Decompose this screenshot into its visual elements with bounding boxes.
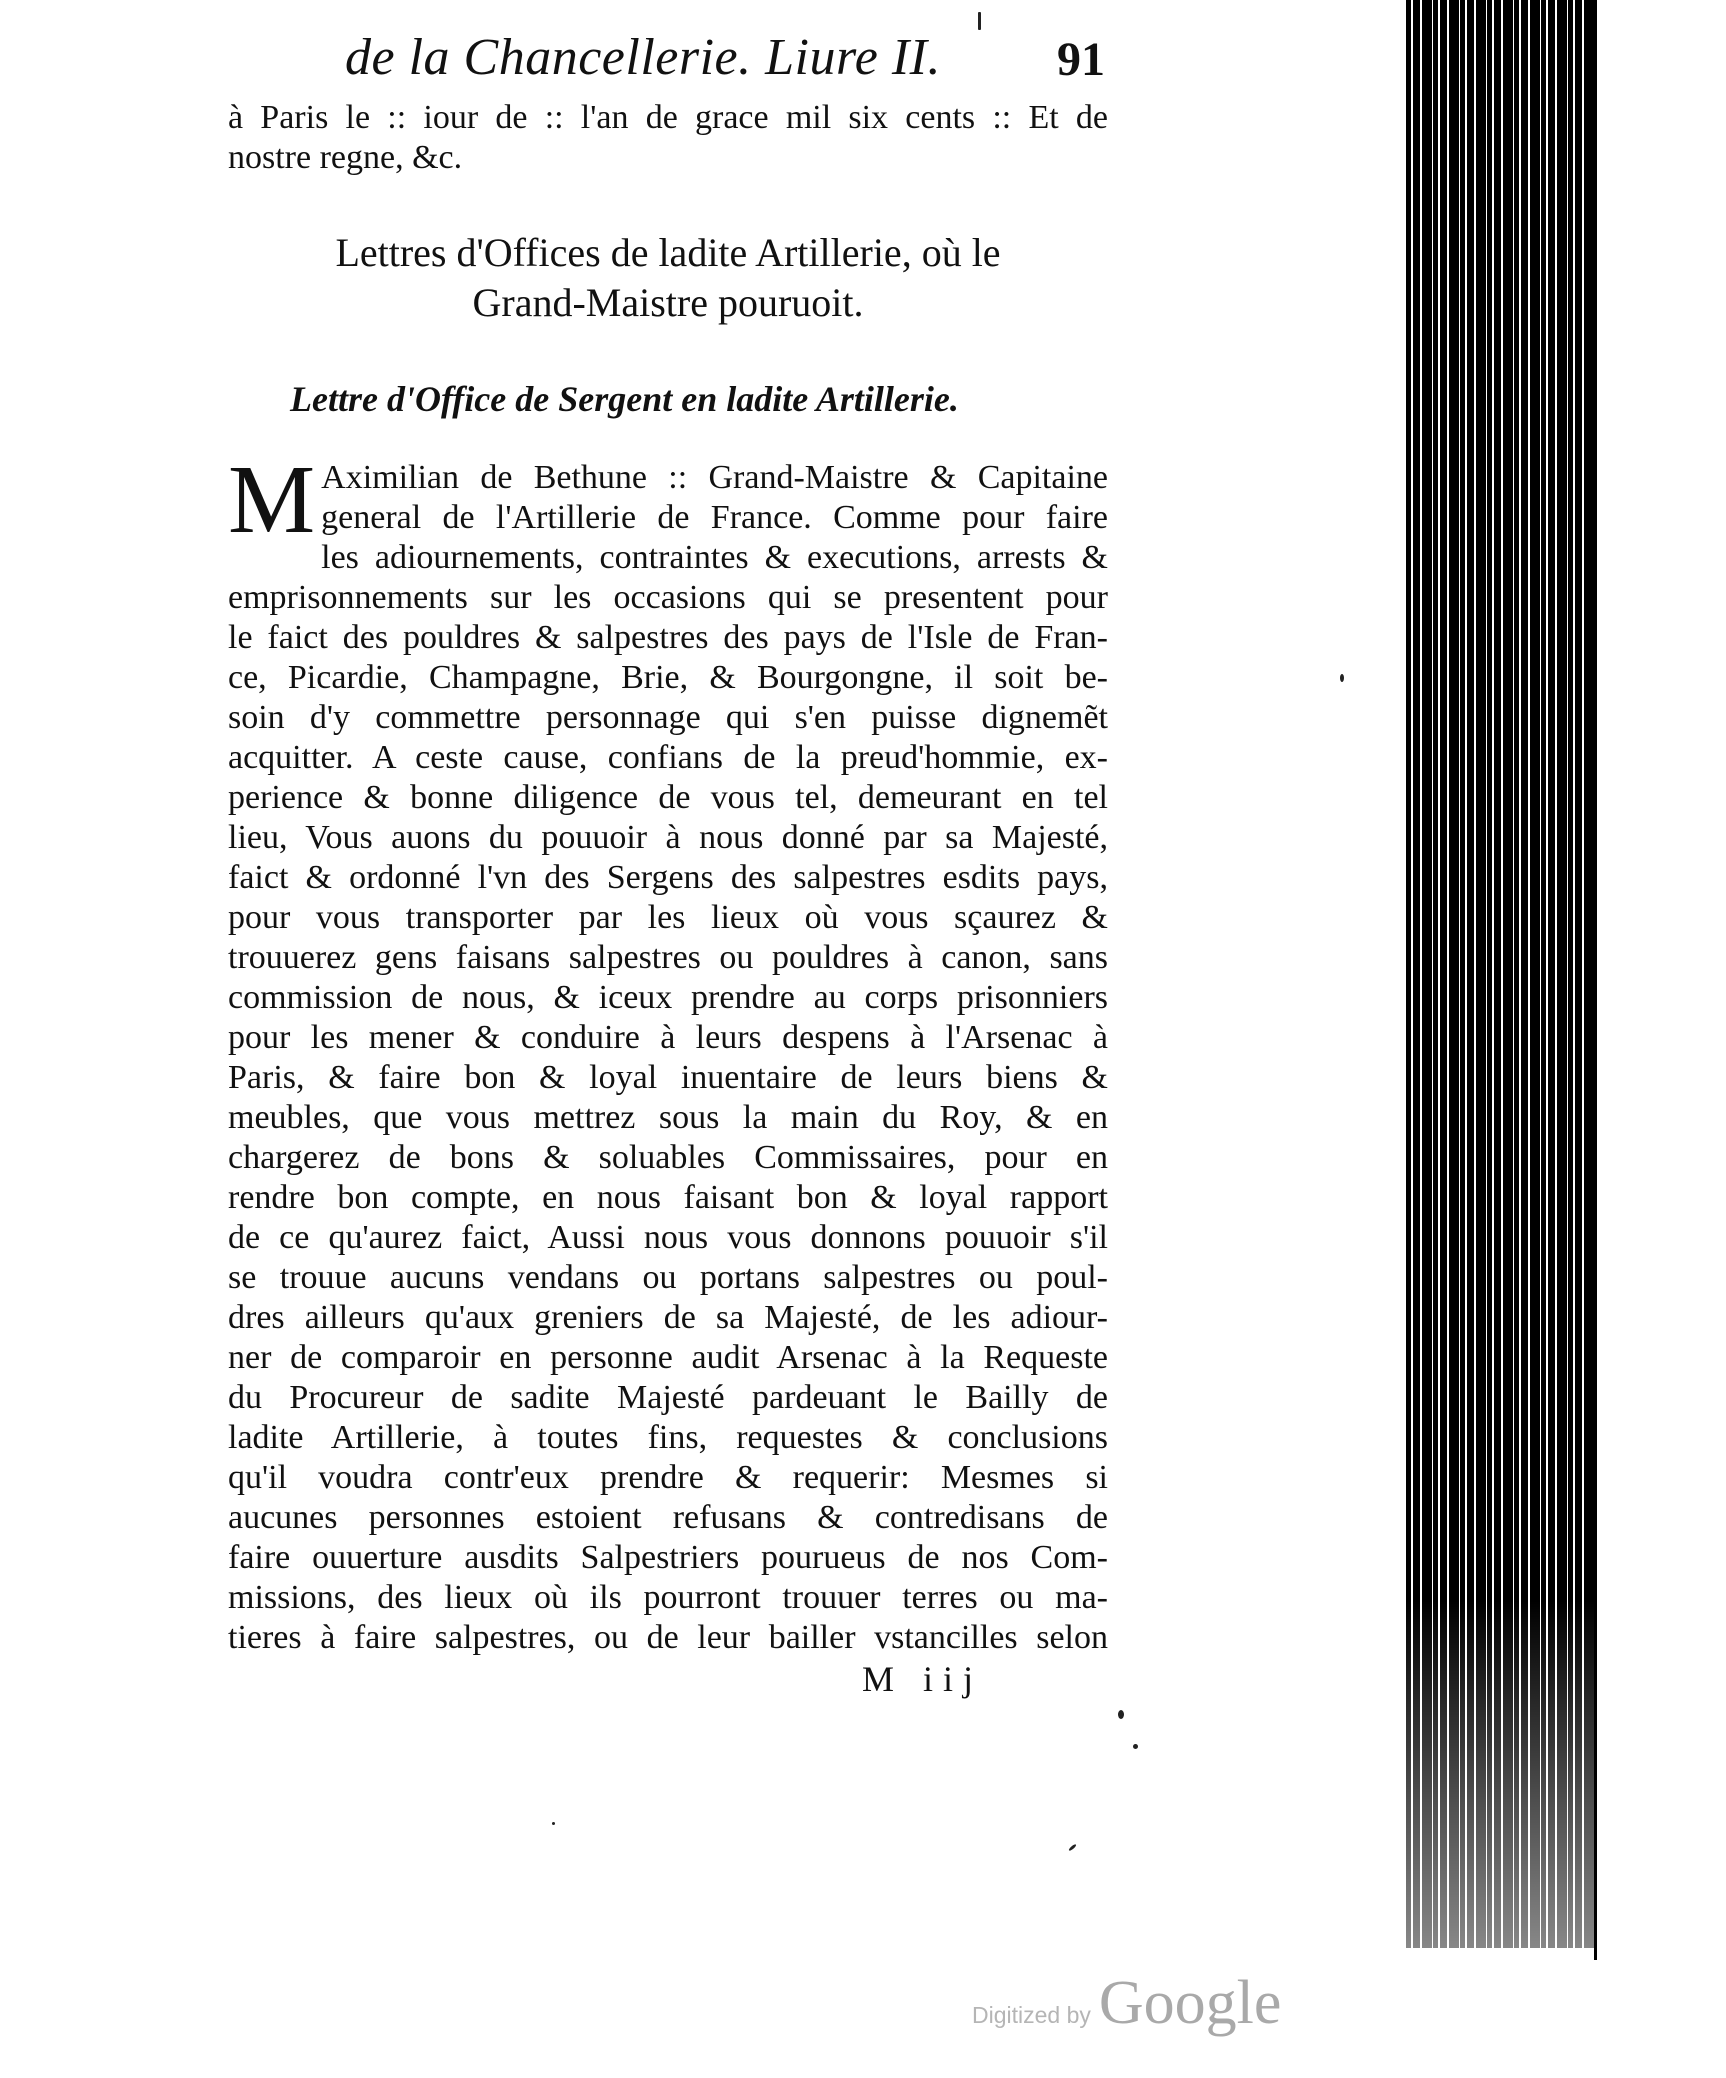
text-line: trouuerez gens faisans salpestres ou pouldres à canon, sans [228,939,1108,976]
text-line: Aximilian de Bethune :: Grand-Maistre & Capitaine [321,459,1108,496]
watermark-prefix: Digitized by [972,2002,1091,2028]
text-line: le faict des pouldres & salpestres des pays de l'Isle de Fran- [228,619,1108,656]
ink-speck [1340,674,1344,682]
section-title-line: Grand-Maistre pouruoit. [472,280,864,325]
text-line: dres ailleurs qu'aux greniers de sa Majesté, de les adiour- [228,1299,1108,1336]
subtitle: Lettre d'Office de Sergent en ladite Artillerie. [290,379,959,419]
google-logo: Google [1098,1969,1282,2037]
digitized-watermark [972,1968,1281,2039]
page-edge-fade [1406,1600,1594,1960]
text-line: de ce qu'aurez faict, Aussi nous vous donnons pouuoir s'il [228,1219,1108,1256]
dropcap-paragraph-start [228,446,1108,554]
text-line: à Paris le :: iour de :: l'an de grace mil six cents :: Et de [228,99,1108,136]
running-head: de la Chancellerie. Liure II. [345,29,941,86]
text-line: nostre regne, &c. [228,139,463,176]
text-line: les adiournements, contraintes & executions, arrests & [321,539,1108,576]
page-edge-line [1594,0,1597,1960]
dropcap: M [228,446,316,554]
ink-speck [1068,1843,1077,1851]
text-line: lieu, Vous auons du pouuoir à nous donné par sa Majesté, [228,819,1108,856]
text-line: ner de comparoir en personne audit Arsenac à la Requeste [228,1339,1108,1376]
body-text [228,446,1108,1658]
text-line: tieres à faire salpestres, ou de leur bailler vstancilles selon [228,1619,1108,1656]
text-line: perience & bonne diligence de vous tel, demeurant en tel [228,779,1108,816]
text-line: aucunes personnes estoient refusans & contredisans de [228,1499,1108,1536]
page-number: 91 [1057,33,1105,86]
text-line: acquitter. A ceste cause, confians de la preud'hommie, ex- [228,739,1108,776]
ink-speck [1133,1744,1138,1749]
text-line: general de l'Artillerie de France. Comme pour faire [321,499,1108,536]
text-line: Paris, & faire bon & loyal inuentaire de leurs biens & [228,1059,1108,1096]
text-line: faire ouuerture ausdits Salpestriers pourueus de nos Com- [228,1539,1108,1576]
text-line: se trouue aucuns vendans ou portans salpestres ou poul- [228,1259,1108,1296]
text-line: qu'il voudra contr'eux prendre & requerir: Mesmes si [228,1459,1108,1496]
section-title-line: Lettres d'Offices de ladite Artillerie, où le [335,230,1001,275]
text-line: meubles, que vous mettrez sous la main du Roy, & en [228,1099,1108,1136]
ink-speck [978,12,981,30]
text-line: emprisonnements sur les occasions qui se presentent pour [228,579,1108,616]
text-line: commission de nous, & iceux prendre au corps prisonniers [228,979,1108,1016]
signature-mark: M iij [862,1659,984,1699]
text-line: missions, des lieux où ils pourront trouuer terres ou ma- [228,1579,1108,1616]
section-title [228,228,1108,328]
page-header [345,28,1105,98]
text-line: rendre bon compte, en nous faisant bon & loyal rapport [228,1179,1108,1216]
ink-speck [552,1822,555,1825]
text-line: faict & ordonné l'vn des Sergens des salpestres esdits pays, [228,859,1108,896]
text-line: chargerez de bons & soluables Commissaires, pour en [228,1139,1108,1176]
text-line: ce, Picardie, Champagne, Brie, & Bourgongne, il soit be- [228,659,1108,696]
text-line: pour les mener & conduire à leurs despens à l'Arsenac à [228,1019,1108,1056]
text-line: soin d'y commettre personnage qui s'en puisse dignemẽt [228,699,1108,736]
text-line: du Procureur de sadite Majesté pardeuant le Bailly de [228,1379,1108,1416]
ink-speck [1118,1710,1124,1719]
text-line: ladite Artillerie, à toutes fins, requestes & conclusions [228,1419,1108,1456]
continuation-text [228,98,1108,178]
text-line: pour vous transporter par les lieux où vous sçaurez & [228,899,1108,936]
